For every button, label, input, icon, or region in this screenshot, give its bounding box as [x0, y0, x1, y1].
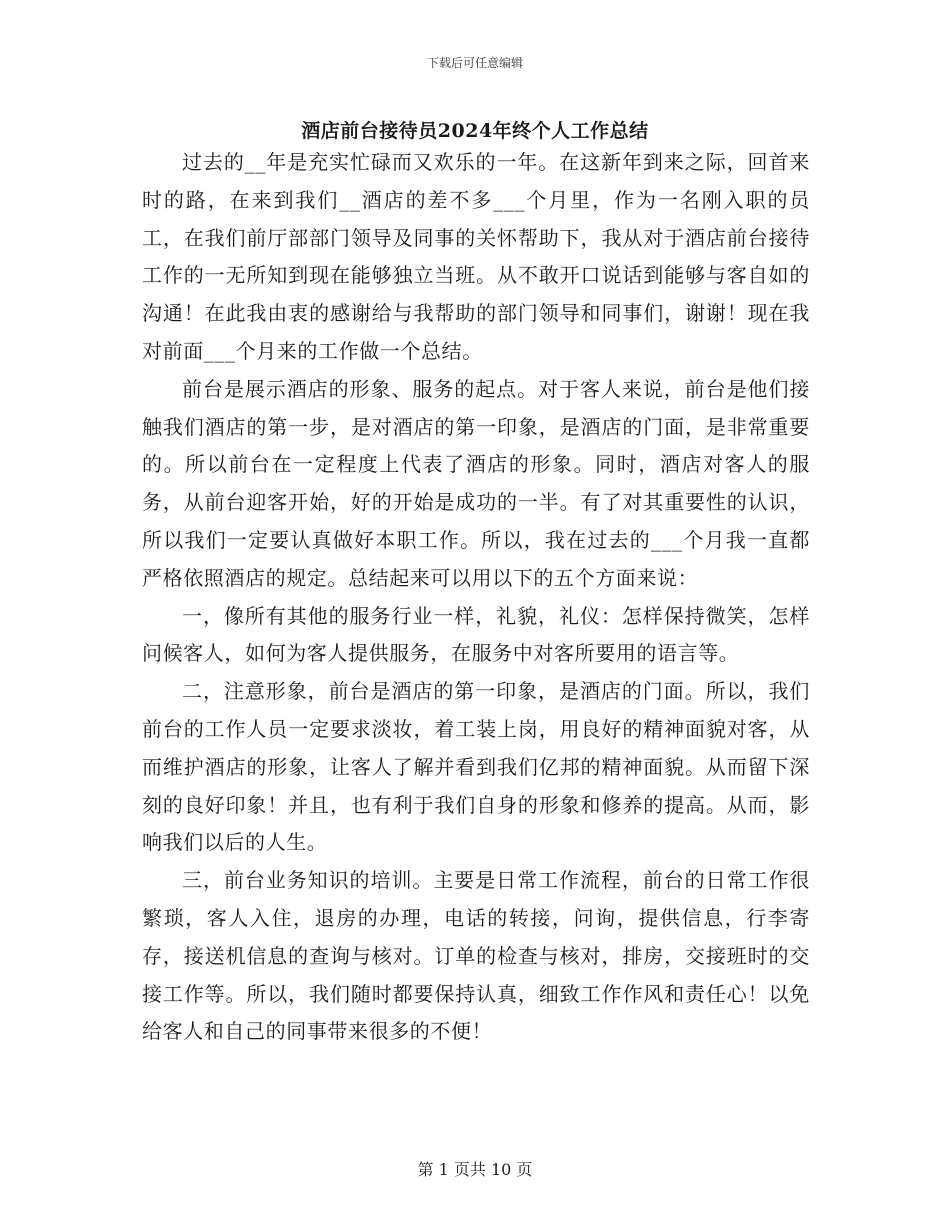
- paragraph-point-two: 二，注意形象，前台是酒店的第一印象，是酒店的门面。所以，我们前台的工作人员一定要求淡妆，着工装上岗，用良好的精神面貌对客，从而维护酒店的形象，让客人了解并看到我们亿邦的精神面貌。从而留下深刻的良好印象！并且，也有利于我们自身的形象和修养的提高。从而，影响我们以后的人生。: [142, 679, 810, 855]
- page-footer: 第 1 页共 10 页: [417, 1160, 533, 1179]
- paragraph-front-desk-role: 前台是展示酒店的形象、服务的起点。对于客人来说，前台是他们接触我们酒店的第一步，是对酒店的第一印象，是酒店的门面，是非常重要的。所以前台在一定程度上代表了酒店的形象。同时，酒店对客人的服务，从前台迎客开始，好的开始是成功的一半。有了对其重要性的认识，所以我们一定要认真做好本职工作。所以，我在过去的___个月我一直都严格依照酒店的规定。总结起来可以用以下的五个方面来说：: [142, 376, 810, 590]
- paragraph-point-three: 三，前台业务知识的培训。主要是日常工作流程，前台的日常工作很繁琐，客人入住，退房的办理，电话的转接，问询，提供信息，行李寄存，接送机信息的查询与核对。订单的检查与核对，排房，交接班时的交接工作等。所以，我们随时都要保持认真，细致工作作风和责任心！以免给客人和自己的同事带来很多的不便！: [142, 868, 810, 1044]
- document-title: 酒店前台接待员2024年终个人工作总结: [301, 120, 649, 142]
- header-note: 下载后可任意编辑: [426, 56, 523, 70]
- document-body: [142, 144, 810, 1051]
- paragraph-intro: 过去的__年是充实忙碌而又欢乐的一年。在这新年到来之际，回首来时的路，在来到我们__酒店的差不多___个月里，作为一名刚入职的员工，在我们前厅部部门领导及同事的关怀帮助下，我从对于酒店前台接待工作的一无所知到现在能够独立当班。从不敢开口说话到能够与客自如的沟通！在此我由衷的感谢给与我帮助的部门领导和同事们，谢谢！现在我对前面___个月来的工作做一个总结。: [142, 150, 810, 363]
- paragraph-point-one: 一，像所有其他的服务行业一样，礼貌，礼仪：怎样保持微笑，怎样问候客人，如何为客人提供服务，在服务中对客所要用的语言等。: [142, 603, 810, 666]
